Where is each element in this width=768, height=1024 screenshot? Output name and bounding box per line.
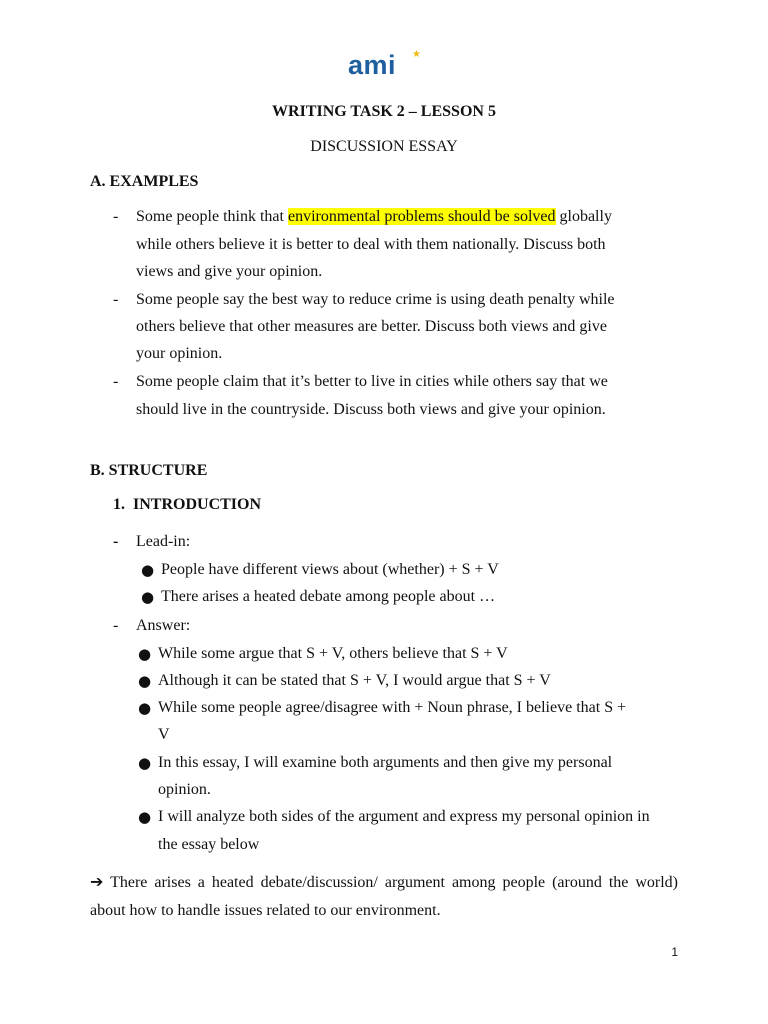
example-1-line-3: views and give your opinion. <box>136 263 323 280</box>
answer-bullet-4-line-2: opinion. <box>158 781 211 798</box>
arrow-icon: ➔ <box>90 872 104 891</box>
answer-bullet-2: Although it can be stated that S + V, I would argue that S + V <box>158 672 551 689</box>
example-2-line-2: others believe that other measures are better. Discuss both views and give <box>136 318 607 335</box>
answer-bullet-5-line-1: I will analyze both sides of the argument and express my personal opinion in <box>158 808 650 825</box>
example-paragraph <box>90 868 678 925</box>
bullet-icon: ● <box>138 672 152 690</box>
answer-bullet-3-line-1: While some people agree/disagree with + Noun phrase, I believe that S + <box>158 699 627 716</box>
example-1-text-before: Some people think that <box>136 208 288 225</box>
bullet-icon: ● <box>141 588 155 606</box>
star-icon: ★ <box>412 49 421 60</box>
example-2-line-3: your opinion. <box>136 345 223 362</box>
introduction-heading: 1. INTRODUCTION <box>113 496 262 513</box>
example-1-line-2: while others believe it is better to deal with them nationally. Discuss both <box>136 236 606 253</box>
bullet-icon: ● <box>138 808 152 826</box>
example-3-line-2: should live in the countryside. Discuss both views and give your opinion. <box>136 401 606 418</box>
section-b-heading: B. STRUCTURE <box>90 462 208 479</box>
dash-marker: - <box>113 373 119 390</box>
dash-marker: - <box>113 617 119 634</box>
logo <box>348 50 422 80</box>
logo-text: ami <box>348 50 397 80</box>
answer-bullet-3-line-2: V <box>158 726 170 743</box>
lead-in-bullet-2: There arises a heated debate among people about … <box>161 588 496 605</box>
answer-label: Answer: <box>136 617 191 634</box>
bullet-icon: ● <box>138 699 152 717</box>
example-1-line-1 <box>136 206 612 228</box>
page-number: 1 <box>671 945 678 959</box>
answer-bullet-1: While some argue that S + V, others believe that S + V <box>158 645 508 662</box>
example-2-line-1: Some people say the best way to reduce crime is using death penalty while <box>136 291 615 308</box>
bullet-icon: ● <box>141 561 155 579</box>
document-subtitle: DISCUSSION ESSAY <box>310 138 458 155</box>
dash-marker: - <box>113 533 119 550</box>
dash-marker: - <box>113 291 119 308</box>
example-1-text-after: globally <box>555 208 612 225</box>
example-paragraph-text: There arises a heated debate/discussion/ argument among people (around the world) about how to handle issues related to our environment. <box>90 874 678 919</box>
lead-in-bullet-1: People have different views about (whether) + S + V <box>161 561 499 578</box>
lead-in-label: Lead-in: <box>136 533 191 550</box>
document-title: WRITING TASK 2 – LESSON 5 <box>272 103 496 120</box>
dash-marker: - <box>113 208 119 225</box>
highlighted-text: environmental problems should be solved <box>287 208 556 225</box>
bullet-icon: ● <box>138 645 152 663</box>
bullet-icon: ● <box>138 754 152 772</box>
example-3-line-1: Some people claim that it’s better to live in cities while others say that we <box>136 373 608 390</box>
section-a-heading: A. EXAMPLES <box>90 173 199 190</box>
answer-bullet-4-line-1: In this essay, I will examine both arguments and then give my personal <box>158 754 613 771</box>
answer-bullet-5-line-2: the essay below <box>158 836 260 853</box>
